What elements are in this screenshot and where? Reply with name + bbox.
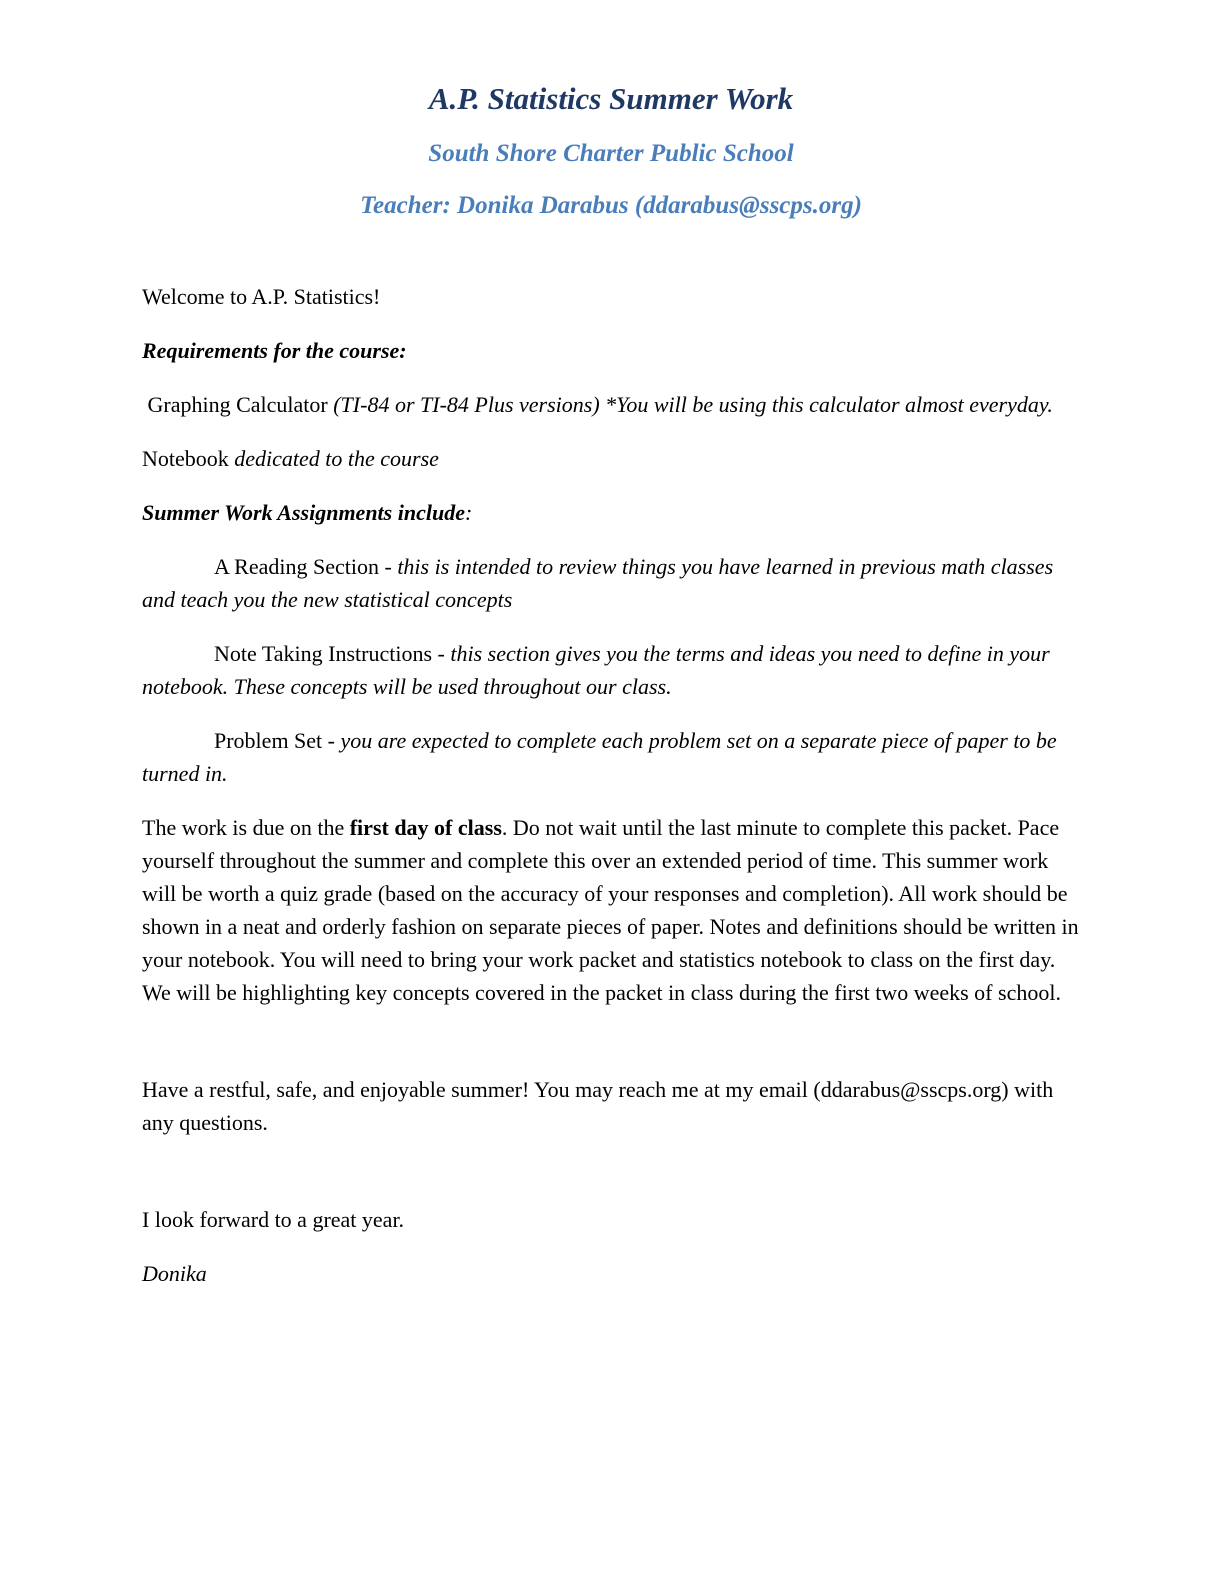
requirements-heading: Requirements for the course:	[142, 338, 407, 363]
assignments-heading	[142, 496, 1080, 529]
notebook-requirement-label: Notebook	[142, 446, 235, 471]
assignment-item-reading-desc: this is intended to review things you have learned in previous math classes and teach you the new statistical concepts	[142, 554, 1054, 612]
letter-body	[142, 280, 1080, 1290]
calculator-requirement	[142, 388, 1080, 421]
assignments-heading-colon: :	[464, 500, 473, 525]
assignment-item-notes-label: Note Taking Instructions -	[214, 641, 451, 666]
notebook-requirement	[142, 442, 1080, 475]
assignments-heading-text: Summer Work Assignments include	[142, 500, 465, 525]
assignment-item-notes	[142, 637, 1080, 703]
due-date-emphasis: first day of class	[349, 815, 502, 840]
due-date-paragraph	[142, 811, 1080, 1009]
assignment-item-reading-label: A Reading Section -	[214, 554, 398, 579]
assignment-item-problem-set-label: Problem Set -	[214, 728, 341, 753]
document-title: A.P. Statistics Summer Work	[428, 81, 794, 116]
due-date-rest: . Do not wait until the last minute to complete this packet. Pace yourself throughout the summer and complete this over an extended period of time. This summer work will be worth a quiz grade (based on the accuracy of your responses and completion). All work should be shown in a neat and orderly fashion on separate pieces of paper. Notes and definitions should be written in your notebook. You will need to bring your work packet and statistics notebook to class on the first day. We will be highlighting key concepts covered in the packet in class during the first two weeks of school.	[142, 815, 1079, 1005]
school-name: South Shore Charter Public School	[428, 140, 794, 167]
calculator-requirement-note: (TI-84 or TI-84 Plus versions) *You will be using this calculator almost everyday.	[333, 392, 1053, 417]
assignment-item-problem-set	[142, 724, 1080, 790]
look-forward-line: I look forward to a great year.	[142, 1207, 405, 1232]
summer-wish-paragraph: Have a restful, safe, and enjoyable summer! You may reach me at my email (ddarabus@sscps.org) with any questions.	[142, 1077, 1054, 1135]
assignment-item-problem-set-desc: you are expected to complete each problem set on a separate piece of paper to be turned in.	[142, 728, 1057, 786]
document-header	[142, 78, 1080, 222]
assignment-item-reading	[142, 550, 1080, 616]
assignment-item-notes-desc: this section gives you the terms and ideas you need to define in your notebook. These concepts will be used throughout our class.	[142, 641, 1050, 699]
due-date-lead: The work is due on the	[142, 815, 350, 840]
calculator-requirement-label: Graphing Calculator	[142, 392, 334, 417]
notebook-requirement-note: dedicated to the course	[234, 446, 439, 471]
signature: Donika	[142, 1261, 207, 1286]
teacher-line: Teacher: Donika Darabus (ddarabus@sscps.org)	[360, 192, 862, 219]
welcome-line: Welcome to A.P. Statistics!	[142, 284, 381, 309]
